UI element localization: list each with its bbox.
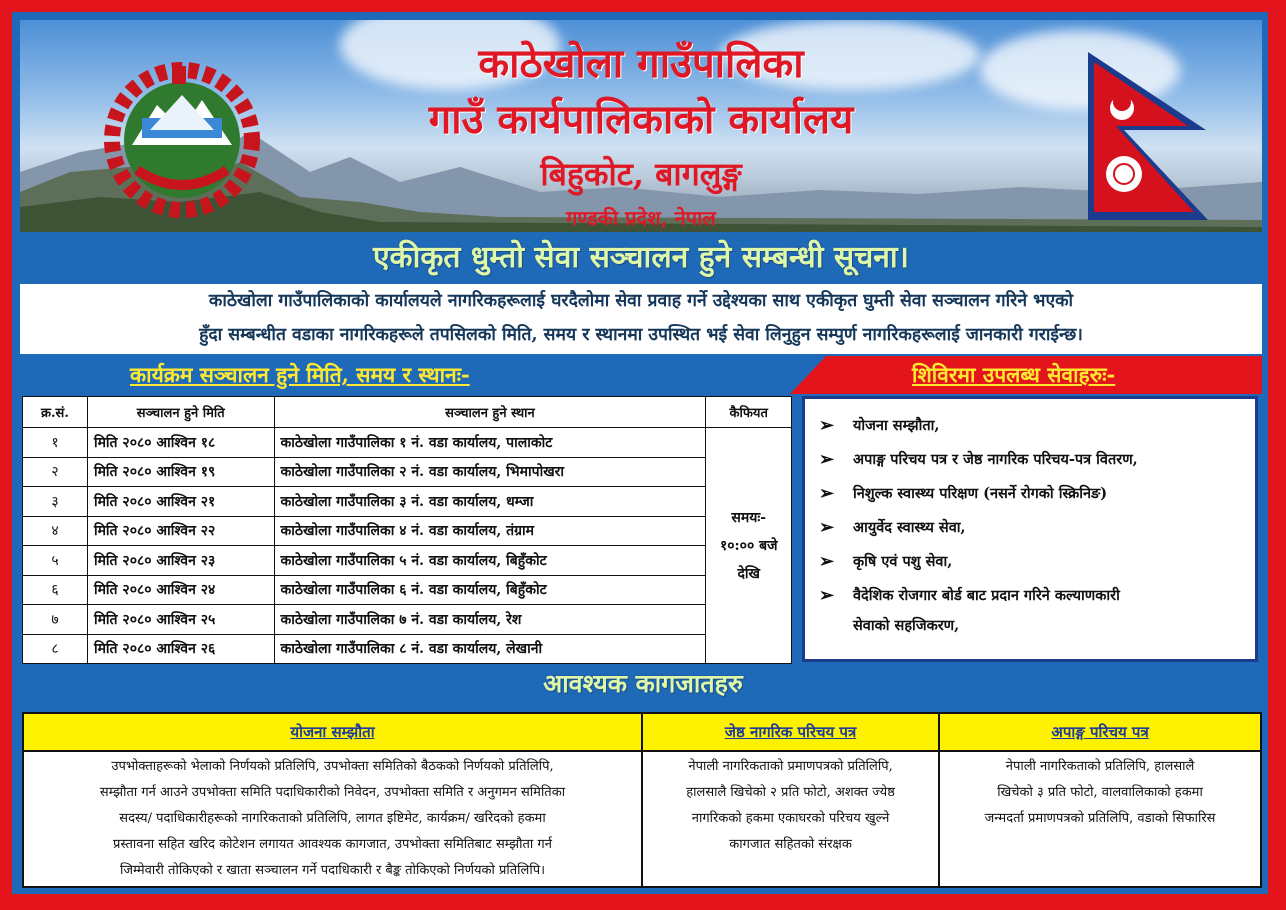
services-list bbox=[805, 399, 1255, 641]
table-row bbox=[23, 516, 792, 546]
time-suffix: देखि bbox=[737, 565, 760, 582]
time-value: १०:०० बजे bbox=[719, 537, 778, 554]
row-date: मिति २०८० आश्विन १९ bbox=[87, 457, 274, 487]
row-date: मिति २०८० आश्विन २२ bbox=[87, 516, 274, 546]
row-place: काठेखोला गाउँपालिका ४ नं. वडा कार्यालय, तंग्राम bbox=[274, 516, 706, 546]
row-date: मिति २०८० आश्विन २६ bbox=[87, 634, 274, 664]
header-banner bbox=[20, 20, 1262, 232]
arrow-bullet-icon: ➢ bbox=[819, 585, 835, 606]
row-date: मिति २०८० आश्विन २५ bbox=[87, 605, 274, 635]
doc-cell-senior-card: नेपाली नागरिकताको प्रमाणपत्रको प्रतिलिपि, हालसालै खिचेको २ प्रति फोटो, अशक्त ज्येष्ठ नागरिकको हकमा एकाघरको परिचय खुल्ने कागजात सहितको संरक्षक bbox=[642, 751, 939, 887]
list-item: ➢ निशुल्क स्वास्थ्य परिक्षण (नसर्ने रोगको स्क्रिनिङ) bbox=[819, 477, 1255, 511]
row-place: काठेखोला गाउँपालिका ३ नं. वडा कार्यालय, धम्जा bbox=[274, 487, 706, 517]
time-label: समयः- bbox=[731, 509, 767, 526]
row-date: मिति २०८० आश्विन २१ bbox=[87, 487, 274, 517]
row-num: १ bbox=[23, 428, 88, 458]
col-header-num: क्र.सं. bbox=[23, 397, 88, 428]
list-item: ➢ अपाङ्ग परिचय पत्र र जेष्ठ नागरिक परिचय-पत्र वितरण, bbox=[819, 443, 1255, 477]
col-header-place: सञ्चालन हुने स्थान bbox=[274, 397, 706, 428]
table-row bbox=[23, 575, 792, 605]
table-row bbox=[23, 634, 792, 664]
notice-body-line-1: काठेखोला गाउँपालिकाको कार्यालयले नागरिकहरूलाई घरदैलोमा सेवा प्रवाह गर्ने उद्देश्यका साथ एकीकृत घुम्ती सेवा सञ्चालन गरिने भएको bbox=[208, 291, 1074, 311]
row-date: मिति २०८० आश्विन २३ bbox=[87, 546, 274, 576]
poster-bottom-border bbox=[0, 894, 1286, 910]
doc-header-agreement: योजना सम्झौता bbox=[23, 713, 642, 751]
schedule-table bbox=[22, 396, 792, 664]
schedule-section-title: कार्यक्रम सञ्चालन हुने मिति, समय र स्थानः- bbox=[130, 362, 470, 387]
arrow-bullet-icon: ➢ bbox=[819, 551, 835, 572]
table-row bbox=[23, 428, 792, 458]
time-remark-cell bbox=[706, 428, 792, 664]
services-section-title: शिविरमा उपलब्ध सेवाहरुः- bbox=[912, 362, 1116, 387]
arrow-bullet-icon: ➢ bbox=[819, 415, 835, 436]
doc-header-disability-card: अपाङ्ग परिचय पत्र bbox=[939, 713, 1261, 751]
documents-body-row bbox=[23, 751, 1261, 887]
office-title: गाउँ कार्यपालिकाको कार्यालय bbox=[428, 96, 854, 143]
row-num: ७ bbox=[23, 605, 88, 635]
list-item: ➢ कृषि एवं पशु सेवा, bbox=[819, 545, 1255, 579]
row-place: काठेखोला गाउँपालिका ८ नं. वडा कार्यालय, लेखानी bbox=[274, 634, 706, 664]
row-date: मिति २०८० आश्विन २४ bbox=[87, 575, 274, 605]
list-item: ➢ वैदेशिक रोजगार बोर्ड बाट प्रदान गरिने कल्याणकारी सेवाको सहजिकरण, bbox=[819, 581, 1255, 641]
row-place: काठेखोला गाउँपालिका २ नं. वडा कार्यालय, भिमापोखरा bbox=[274, 457, 706, 487]
doc-cell-agreement: उपभोक्ताहरूको भेलाको निर्णयको प्रतिलिपि, उपभोक्ता समितिको बैठकको निर्णयको प्रतिलिपि, सम्झौता गर्न आउने उपभोक्ता समिति पदाधिकारीको निवेदन, उपभोक्ता समिति र अनुगमन समितिका सदस्य/ पदाधिकारीहरूको नागरिकताको प्रतिलिपि, लागत इष्टिमेट, कार्यक्रम/ खरिदको हकमा प्रस्तावना सहित खरिद कोटेशन लगायत आवश्यक कागजात, उपभोक्ता समितिबाट सम्झौता गर्न जिम्मेवारी तोकिएको र खाता सञ्चालन गर्ने पदाधिकारी र बैङ्क तोकिएको निर्णयको प्रतिलिपि। bbox=[23, 751, 642, 887]
notice-body bbox=[20, 284, 1262, 354]
table-row bbox=[23, 487, 792, 517]
row-place: काठेखोला गाउँपालिका ५ नं. वडा कार्यालय, बिहुँकोट bbox=[274, 546, 706, 576]
municipality-title: काठेखोला गाउँपालिका bbox=[478, 40, 804, 87]
documents-header-row bbox=[23, 713, 1261, 751]
row-num: २ bbox=[23, 457, 88, 487]
col-header-remarks: कैफियत bbox=[706, 397, 792, 428]
arrow-bullet-icon: ➢ bbox=[819, 449, 835, 470]
notice-title: एकीकृत धुम्तो सेवा सञ्चालन हुने सम्बन्धी सूचना। bbox=[372, 240, 910, 275]
list-item: ➢ योजना सम्झौता, bbox=[819, 409, 1255, 443]
row-place: काठेखोला गाउँपालिका १ नं. वडा कार्यालय, पालाकोट bbox=[274, 428, 706, 458]
row-num: ५ bbox=[23, 546, 88, 576]
table-row bbox=[23, 605, 792, 635]
row-place: काठेखोला गाउँपालिका ७ नं. वडा कार्यालय, रेश bbox=[274, 605, 706, 635]
province-title: गण्डकी प्रदेश, नेपाल bbox=[566, 206, 716, 230]
documents-section-title: आवश्यक कागजातहरु bbox=[543, 669, 743, 698]
arrow-bullet-icon: ➢ bbox=[819, 517, 835, 538]
row-place: काठेखोला गाउँपालिका ६ नं. वडा कार्यालय, बिहुँकोट bbox=[274, 575, 706, 605]
list-item: ➢ आयुर्वेद स्वास्थ्य सेवा, bbox=[819, 511, 1255, 545]
row-num: ६ bbox=[23, 575, 88, 605]
schedule-header-row bbox=[23, 397, 792, 428]
notice-body-line-2: हुँदा सम्बन्धीत वडाका नागरिकहरूले तपसिलको मिति, समय र स्थानमा उपस्थित भई सेवा लिनुहुन सम्पुर्ण नागरिकहरूलाई जानकारी गराईन्छ। bbox=[199, 325, 1083, 345]
doc-cell-disability-card: नेपाली नागरिकताको प्रतिलिपि, हालसालै खिचेको ३ प्रति फोटो, वालवालिकाको हकमा जन्मदर्ता प्रमाणपत्रको प्रतिलिपि, वडाको सिफारिस bbox=[939, 751, 1261, 887]
services-box bbox=[802, 396, 1258, 662]
table-row bbox=[23, 546, 792, 576]
row-num: ३ bbox=[23, 487, 88, 517]
col-header-date: सञ्चालन हुने मिति bbox=[87, 397, 274, 428]
location-title: बिहुकोट, बागलुङ्ग bbox=[540, 155, 742, 193]
row-num: ८ bbox=[23, 634, 88, 664]
row-date: मिति २०८० आश्विन १८ bbox=[87, 428, 274, 458]
table-row bbox=[23, 457, 792, 487]
documents-table bbox=[22, 712, 1262, 888]
doc-header-senior-card: जेष्ठ नागरिक परिचय पत्र bbox=[642, 713, 939, 751]
row-num: ४ bbox=[23, 516, 88, 546]
arrow-bullet-icon: ➢ bbox=[819, 483, 835, 504]
